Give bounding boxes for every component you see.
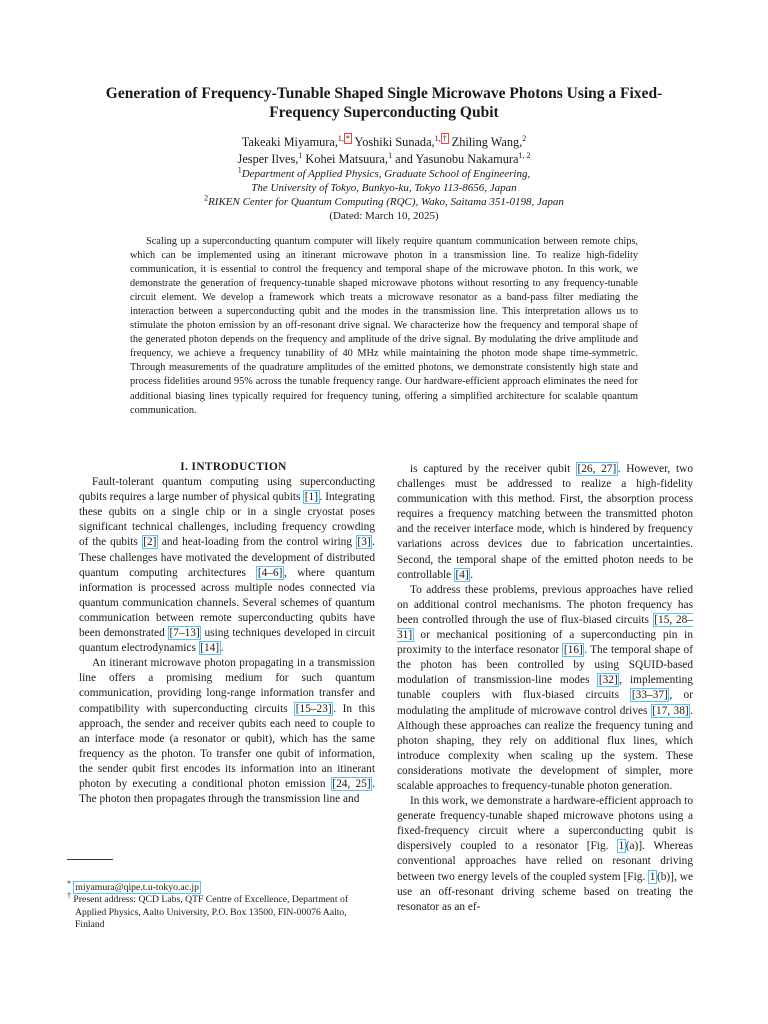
footnote-email xyxy=(67,878,373,894)
paragraph-text: To address these problems, previous approaches have relied on additional control mechanisms. The photon frequency has been controlled through the use of flux-biased circuits xyxy=(397,583,693,626)
paragraph-text: and heat-loading from the control wiring xyxy=(157,536,356,549)
paragraph-text: Fault-tolerant quantum computing using superconducting qubits requires a large number of physical qubits xyxy=(79,476,375,504)
paragraph-text: In this work, we demonstrate a hardware-efficient approach to generate frequency-tunable shaped microwave photons using a fixed-frequency circuit where a superconducting qubit is dispersively coupled to a resonator [Fig. xyxy=(397,795,693,853)
paragraph-text: . In this approach, the sender and receiver qubits each need to couple to an interface mode (a resonator or qubit), which has the same frequency as the photon. To transfer one qubit of information, the sender qubit first encodes its information into an itinerant photon by executing a conditional photon emission xyxy=(79,702,375,790)
right-column-body xyxy=(397,462,693,915)
affiliation-text: RIKEN Center for Quantum Computing (RQC), Wako, Saitama 351-0198, Japan xyxy=(208,196,564,208)
footnote-email-mark: * xyxy=(67,878,71,888)
body-paragraph xyxy=(397,583,693,794)
citation-link[interactable]: [15–23] xyxy=(295,702,332,715)
footnote-present-mark: † xyxy=(67,891,71,901)
footnote-divider xyxy=(67,859,113,860)
author-name: Zhiling Wang, xyxy=(448,135,523,149)
body-paragraph xyxy=(79,475,375,656)
paragraph-text: . The temporal shape of the photon has been controlled by using SQUID-based modulation of transmission-line modes xyxy=(397,644,693,687)
affiliations xyxy=(110,167,658,209)
paragraph-text: . However, two challenges must be addressed to realize a high-fidelity communication with this method. First, the absorption process requires a frequency matching between the transmitted photon and the receiver interface mode, which is hindered by frequency variations across devices due to fabrication uncertainties. Second, the temporal shape of the emitted photon needs to be controllable xyxy=(397,463,693,581)
citation-link[interactable]: [1] xyxy=(304,491,319,504)
footnote-present-address xyxy=(67,891,373,931)
citation-link[interactable]: [2] xyxy=(143,536,157,549)
author-affiliation-number: 1, xyxy=(434,133,441,143)
affiliation-text: The University of Tokyo, Bunkyo-ku, Tokyo 113-8656, Japan xyxy=(251,182,517,194)
citation-link[interactable]: [26, 27] xyxy=(577,463,617,475)
author-footnote-link[interactable]: † xyxy=(442,133,447,143)
body-paragraph xyxy=(397,462,693,583)
body-paragraph xyxy=(397,794,693,915)
citation-link[interactable]: [33–37] xyxy=(631,689,668,702)
citation-link[interactable]: [4] xyxy=(455,568,469,581)
present-address-text: Present address: QCD Labs, QTF Centre of Excellence, Department of Applied Physics, Aalto University, P.O. Box 13500, FIN-00076 Aalto, Finland xyxy=(73,894,349,930)
right-column xyxy=(397,462,693,915)
date-line: (Dated: March 10, 2025) xyxy=(329,210,439,222)
paragraph-text: . xyxy=(220,642,224,655)
author-affiliation-number: 1 xyxy=(298,150,303,160)
citation-link[interactable]: [16] xyxy=(563,644,583,657)
citation-link[interactable]: 1 xyxy=(618,840,625,853)
paragraph-text: . xyxy=(470,568,474,581)
citation-link[interactable]: [4–6] xyxy=(257,566,283,579)
citation-link[interactable]: [7–13] xyxy=(169,627,200,640)
author-name: Jesper Ilves, xyxy=(237,152,299,166)
author-name: Takeaki Miyamura, xyxy=(241,135,338,149)
citation-link[interactable]: 1 xyxy=(649,870,656,883)
author-line-1 xyxy=(130,134,638,151)
citation-link[interactable]: [24, 25] xyxy=(332,777,371,790)
abstract: Scaling up a superconducting quantum computer will likely require quantum communication between remote chips, which can be implemented using an itinerant microwave photon in a transmission line. To realize high-fidelity communication, it is essential to control the frequency and temporal shape of the microwave photon. In this work, we demonstrate the generation of frequency-tunable shaped microwave photons without resorting to any frequency-tunable circuit element. We develop a framework which treats a microwave resonator as a band-pass filter mediating the interaction between a superconducting qubit and the modes in the transmission line. This interpretation allows us to stimulate the photon emission by an off-resonant drive signal. We characterize how the frequency and temporal shape of the generated photon depends on the frequency and amplitude of the drive signal. By modulating the drive amplitude and frequency, we achieve a frequency tunability of 40 MHz while maintaining the photon mode shape time-symmetric. Through measurements of the quadrature amplitudes of the emitted photons, we demonstrate consistently high state and process fidelities around 95% across the tunable frequency range. Our hardware-efficient approach eliminates the need for additional biasing lines typically required for frequency tuning, offering a simplified architecture for scalable quantum communication. xyxy=(130,236,638,416)
body-paragraph xyxy=(79,656,375,807)
author-list xyxy=(130,134,638,168)
author-affiliation-number: 1, 2 xyxy=(518,150,531,160)
paragraph-text: , implementing tunable couplers with flux-biased circuits xyxy=(397,674,693,702)
paragraph-text: . The photon then propagates through the transmission line and xyxy=(79,777,375,806)
paragraph-text: . Integrating these qubits on a single chip or in a single cryostat poses significant technical challenges, including frequency crowding of the qubits xyxy=(79,491,375,549)
paragraph-text: , or modulating the amplitude of microwave control drives xyxy=(397,689,693,717)
affiliation-number: 2 xyxy=(204,193,209,203)
author-name: and Yasunobu Nakamura xyxy=(392,152,519,166)
paragraph-text: . These challenges have motivated the development of distributed quantum computing architectures xyxy=(79,536,375,579)
left-column-body xyxy=(79,475,375,807)
author-email-link[interactable]: miyamura@qipe.t.u-tokyo.ac.jp xyxy=(75,882,199,893)
paragraph-text: An itinerant microwave photon propagating in a transmission line offers a promising medium for such quantum communication, providing long-range information transfer and compatibility with superconducting circuits xyxy=(79,657,375,715)
citation-link[interactable]: [15, 28–31] xyxy=(397,613,693,642)
author-line-2 xyxy=(130,151,638,168)
affiliation-line xyxy=(110,181,658,195)
paragraph-text: (b)], we use an off-resonant driving scheme based on treating the resonator as an ef- xyxy=(397,870,693,913)
author-name: Kohei Matsuura, xyxy=(302,152,389,166)
left-column xyxy=(79,460,375,807)
author-affiliation-number: 1, xyxy=(337,133,344,143)
citation-link[interactable]: [3] xyxy=(357,536,371,549)
paragraph-text: using techniques developed in circuit quantum electrodynamics xyxy=(79,627,375,655)
affiliation-line xyxy=(110,167,658,181)
paragraph-text: is captured by the receiver qubit xyxy=(410,463,576,475)
paragraph-text: or mechanical positioning of a superconducting pin in proximity to the interface resonator xyxy=(397,629,693,657)
affiliation-text: Department of Applied Physics, Graduate School of Engineering, xyxy=(241,168,531,180)
citation-link[interactable]: [32] xyxy=(598,674,618,687)
paragraph-text: (a)]. Whereas conventional approaches have relied on resonant driving between two energy levels of the coupled system [Fig. xyxy=(397,840,693,883)
citation-link[interactable]: [17, 38] xyxy=(652,704,689,717)
author-affiliation-number: 2 xyxy=(522,133,527,143)
paragraph-text: . Although these approaches can realize the frequency tuning and photon shaping, they rely on additional flux lines, which introduce complexity when scaling up the system. These considerations motivate the development of simpler, more scalable approaches to frequency-tunable photon generation. xyxy=(397,704,693,792)
author-footnote-link[interactable]: * xyxy=(345,133,350,143)
affiliation-line xyxy=(110,195,658,209)
paper-title: Generation of Frequency-Tunable Shaped Single Microwave Photons Using a Fixed-Frequency Superconducting Qubit xyxy=(105,85,663,121)
author-affiliation-number: 1 xyxy=(388,150,393,160)
author-name: Yoshiki Sunada, xyxy=(351,135,435,149)
citation-link[interactable]: [14] xyxy=(200,642,220,655)
section-heading: I. INTRODUCTION xyxy=(180,461,287,473)
footnotes xyxy=(67,878,373,931)
paragraph-text: , where quantum information is processed across multiple nodes connected via quantum communication channels. Several schemes of quantum communication between remote superconducting qubits have been demonstrated xyxy=(79,566,376,640)
affiliation-number: 1 xyxy=(237,165,242,175)
